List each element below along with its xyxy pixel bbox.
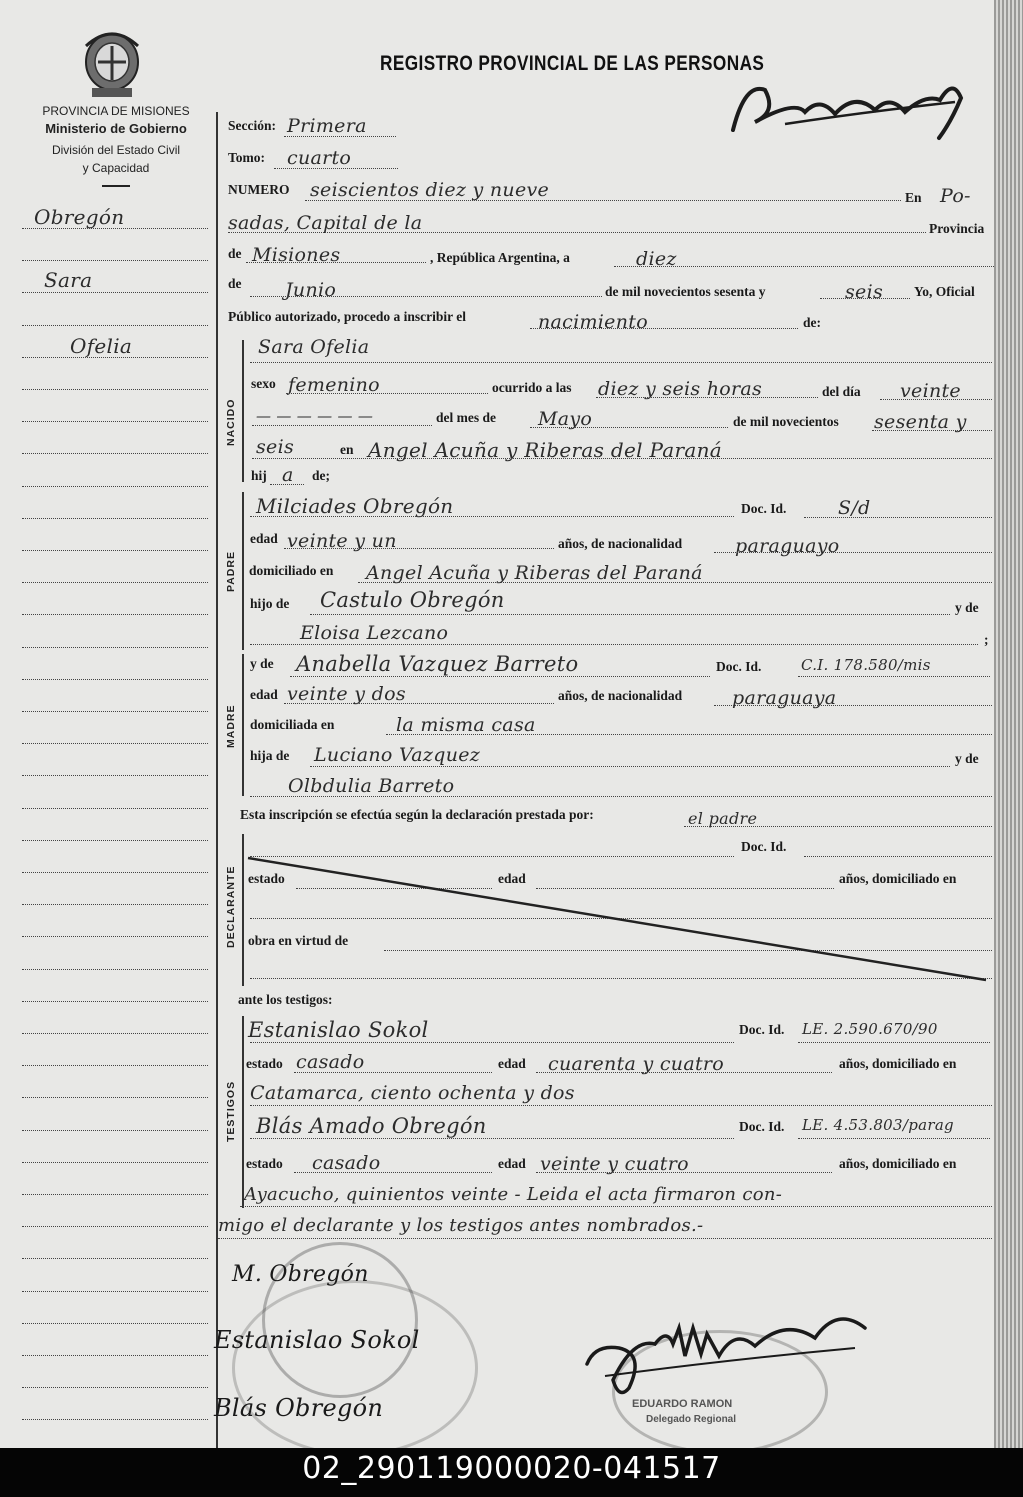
lugar-nac-value: Angel Acuña y Riberas del Paraná — [368, 438, 723, 462]
testigo1-doc-line — [798, 1042, 990, 1043]
margin-line — [22, 679, 208, 680]
lugar-nac-line — [252, 458, 992, 459]
margin-note-name: Sara — [44, 268, 93, 292]
testigo1-estado-line — [294, 1072, 492, 1073]
madre-y-de-label-2: y de — [955, 751, 979, 766]
del-mes-label: del mes de — [436, 410, 496, 425]
signature-father: M. Obregón — [232, 1262, 369, 1287]
declarante-line — [684, 826, 992, 827]
nacido-bracket — [242, 340, 244, 482]
republica-label: , República Argentina, a — [430, 250, 570, 265]
padre-doc-label: Doc. Id. — [741, 501, 787, 516]
madre-madre-line — [250, 796, 992, 797]
testigo1-dom-label: años, domiciliado en — [839, 1056, 957, 1071]
testigo2-doc-line — [798, 1138, 990, 1139]
mes-value: Junio — [285, 279, 337, 301]
padre-section-label: PADRE — [225, 551, 237, 592]
testigo2-dom-label: años, domiciliado en — [839, 1156, 957, 1171]
margin-line — [22, 1419, 208, 1420]
provincia-value: Misiones — [252, 244, 341, 266]
padre-edad-line — [284, 548, 554, 549]
de-sc-label: de; — [312, 468, 330, 483]
mes-nac-line — [530, 427, 728, 428]
margin-line — [22, 872, 208, 873]
yo-oficial-label: Yo, Oficial — [914, 284, 975, 299]
margin-line — [22, 1194, 208, 1195]
padre-nac-label: años, de nacionalidad — [558, 536, 683, 551]
testigo1-doc-label: Doc. Id. — [739, 1022, 785, 1037]
hij-suffix: a — [282, 464, 294, 486]
madre-doc-value: C.I. 178.580/mis — [801, 656, 931, 674]
padre-dom-value: Angel Acuña y Riberas del Paraná — [366, 562, 703, 584]
madre-padre-value: Luciano Vazquez — [314, 744, 481, 766]
de-label: de — [228, 246, 242, 261]
padre-dom-line — [358, 582, 992, 583]
madre-line — [290, 676, 710, 677]
cierre-line — [218, 1238, 992, 1239]
division-label-2: y Capacidad — [82, 161, 150, 175]
madre-name: Anabella Vazquez Barreto — [296, 652, 579, 676]
margin-line — [22, 1323, 208, 1324]
en-lugar-label: en — [340, 442, 354, 457]
hora-value: diez y seis horas — [598, 378, 763, 400]
stamp-name: EDUARDO RAMON — [632, 1398, 733, 1410]
lugar-value: sadas, Capital de la — [228, 212, 423, 234]
del-dia-line — [880, 399, 992, 400]
padre-edad-value: veinte y un — [287, 530, 397, 552]
provincia-label: Provincia — [929, 221, 985, 236]
acto-value: nacimiento — [538, 311, 648, 333]
hij-line — [270, 484, 304, 485]
page-title: REGISTRO PROVINCIAL DE LAS PERSONAS — [380, 52, 765, 75]
testigo2-doc-label: Doc. Id. — [739, 1119, 785, 1134]
margin-line — [22, 969, 208, 970]
ocurrido-label: ocurrido a las — [492, 380, 572, 395]
margin-line — [22, 582, 208, 583]
declarante-edad-label: edad — [498, 871, 526, 886]
signature-witness-2: Blás Obregón — [214, 1394, 384, 1422]
publico-label: Público autorizado, procedo a inscribir el — [228, 309, 466, 324]
madre-madre-value: Olbdulia Barreto — [288, 775, 455, 797]
inscripcion-label: Esta inscripción se efectúa según la declaración prestada por: — [240, 807, 594, 822]
provincia-line — [246, 262, 426, 263]
testigo2-dom-line — [240, 1206, 992, 1207]
nacido-section-label: NACIDO — [225, 398, 237, 446]
testigo2-edad-line — [536, 1172, 832, 1173]
margin-line — [22, 1355, 208, 1356]
padre-edad-label: edad — [250, 531, 278, 546]
nombre-value: Sara Ofelia — [258, 336, 370, 358]
madre-hija-de-label: hija de — [250, 748, 290, 763]
margin-line — [22, 614, 208, 615]
margin-line — [22, 1001, 208, 1002]
dia-dash-line — [252, 425, 432, 426]
padre-nac-value: paraguayo — [735, 535, 840, 557]
anio-line — [820, 298, 910, 299]
mes-line — [250, 296, 602, 297]
en-value: Po- — [940, 185, 971, 207]
testigo2-estado-line — [294, 1172, 492, 1173]
book-page-edges — [994, 0, 1023, 1448]
dia-line — [614, 266, 996, 267]
margin-line — [22, 260, 208, 261]
padre-line — [250, 516, 734, 517]
margin-line — [22, 421, 208, 422]
de-mil-label: de mil novecientos sesenta y — [605, 284, 766, 299]
cierre-text: migo el declarante y los testigos antes nombrados.- — [218, 1215, 704, 1236]
madre-doc-label: Doc. Id. — [716, 659, 762, 674]
margin-line — [22, 711, 208, 712]
madre-nac-value: paraguaya — [732, 687, 837, 709]
testigo2-dom-value: Ayacucho, quinientos veinte - Leida el acta firmaron con- — [244, 1184, 783, 1205]
madre-edad-value: veinte y dos — [287, 683, 406, 705]
testigo2-name: Blás Amado Obregón — [256, 1114, 487, 1138]
testigo1-estado-value: casado — [296, 1051, 365, 1073]
margin-line — [22, 775, 208, 776]
lugar-line — [228, 232, 926, 233]
margin-line — [22, 1258, 208, 1259]
anio-nac-value: sesenta y — [874, 411, 967, 433]
madre-dom-line — [386, 734, 992, 735]
hij-label: hij — [251, 468, 267, 483]
madre-section-label: MADRE — [225, 704, 237, 748]
declarante-dom-label: años, domiciliado en — [839, 871, 957, 886]
ministry-label: Ministerio de Gobierno — [45, 121, 187, 136]
registrar-signature — [725, 72, 970, 142]
de-mil-nov-label: de mil novecientos — [733, 414, 839, 429]
acto-line — [530, 328, 798, 329]
margin-line — [22, 936, 208, 937]
hora-line — [596, 397, 818, 398]
seccion-label: Sección: — [228, 118, 276, 133]
madre-y-de-label: y de — [250, 656, 274, 671]
declarante-section-label: DECLARANTE — [225, 865, 237, 948]
padre-dom-label: domiciliado en — [249, 563, 334, 578]
madre-edad-label: edad — [250, 687, 278, 702]
testigo1-dom-value: Catamarca, ciento ochenta y dos — [250, 1082, 575, 1104]
declarante-doc-label: Doc. Id. — [741, 839, 787, 854]
de-colon-label: de: — [803, 315, 821, 330]
margin-line — [22, 1226, 208, 1227]
anio-nac-line — [872, 430, 992, 431]
tomo-label: Tomo: — [228, 150, 266, 165]
anio-value: seis — [845, 281, 884, 303]
del-dia-value: veinte — [900, 380, 961, 402]
en-label: En — [905, 190, 922, 205]
dia-dash: — — — — — — — [256, 407, 374, 425]
signature-witness-1: Estanislao Sokol — [214, 1326, 420, 1354]
margin-line — [22, 389, 208, 390]
seccion-line — [284, 136, 396, 137]
numero-value: seiscientos diez y nueve — [310, 179, 550, 201]
madre-dom-value: la misma casa — [396, 714, 536, 736]
margin-divider — [216, 112, 218, 1448]
margin-line — [22, 647, 208, 648]
padre-nac-line — [714, 552, 992, 553]
madre-dom-label: domiciliada en — [250, 717, 335, 732]
madre-bracket — [242, 654, 244, 796]
margin-line — [22, 904, 208, 905]
numero-line — [305, 200, 901, 201]
testigo1-name: Estanislao Sokol — [248, 1018, 429, 1042]
padre-doc-value: S/d — [838, 497, 871, 519]
margin-line — [22, 1291, 208, 1292]
padre-y-de-label: y de — [955, 600, 979, 615]
padre-semicolon: ; — [984, 632, 989, 647]
de-label-2: de — [228, 276, 242, 291]
testigo1-estado-label: estado — [246, 1056, 283, 1071]
margin-note-second-name: Ofelia — [70, 334, 133, 358]
testigo1-edad-line — [536, 1072, 832, 1073]
testigo1-doc-value: LE. 2.590.670/90 — [802, 1020, 938, 1038]
tomo-line — [274, 168, 398, 169]
coat-of-arms-icon — [78, 26, 146, 102]
division-label: División del Estado Civil — [51, 143, 181, 157]
margin-line — [22, 1162, 208, 1163]
testigo1-edad-label: edad — [498, 1056, 526, 1071]
testigo2-estado-label: estado — [246, 1156, 283, 1171]
numero-label: NUMERO — [228, 182, 290, 197]
ante-label: ante los testigos: — [238, 992, 333, 1007]
seccion-value: Primera — [287, 115, 367, 137]
margin-line — [22, 550, 208, 551]
anio-nac-value-2: seis — [256, 436, 295, 458]
province-label: PROVINCIA DE MISIONES — [42, 104, 190, 118]
margin-line — [22, 1065, 208, 1066]
padre-padre-line — [310, 614, 950, 615]
madre-padre-line — [310, 766, 950, 767]
nombre-line — [250, 362, 992, 363]
padre-name: Milciades Obregón — [256, 494, 454, 518]
del-dia-label: del día — [822, 384, 861, 399]
madre-doc-line — [798, 676, 990, 677]
testigo2-line — [250, 1138, 734, 1139]
sexo-line — [286, 393, 488, 394]
official-seal-large — [232, 1280, 478, 1448]
madre-edad-line — [284, 703, 554, 704]
testigo2-doc-value: LE. 4.53.803/parag — [802, 1116, 954, 1134]
sexo-label: sexo — [251, 376, 276, 391]
cancel-diagonal-line — [244, 854, 994, 984]
officer-signature — [575, 1298, 875, 1408]
obra-label: obra en virtud de — [248, 933, 349, 948]
declarante-estado-label: estado — [248, 871, 285, 886]
sexo-value: femenino — [288, 374, 380, 396]
padre-bracket — [242, 492, 244, 650]
testigos-section-label: TESTIGOS — [225, 1080, 237, 1142]
declarante-value: el padre — [688, 809, 758, 828]
padre-doc-line — [804, 517, 992, 518]
margin-line — [22, 292, 208, 293]
stamp-title: Delegado Regional — [646, 1414, 737, 1425]
testigo2-edad-value: veinte y cuatro — [540, 1153, 689, 1175]
madre-nac-line — [714, 705, 992, 706]
margin-line — [22, 743, 208, 744]
dia-value: diez — [636, 248, 677, 270]
padre-hijo-de-label: hijo de — [250, 596, 290, 611]
madre-nac-label: años, de nacionalidad — [558, 688, 683, 703]
testigos-bracket — [242, 1016, 244, 1208]
margin-line — [22, 486, 208, 487]
padre-madre-line — [250, 644, 978, 645]
margin-line — [22, 808, 208, 809]
margin-line — [22, 840, 208, 841]
testigo1-dom-line — [250, 1105, 992, 1106]
margin-line — [22, 1387, 208, 1388]
image-id-label: 02_290119000020-041517 — [302, 1451, 721, 1486]
padre-madre-value: Eloisa Lezcano — [300, 622, 449, 644]
margin-note-surname: Obregón — [34, 205, 125, 229]
testigo2-estado-value: casado — [312, 1152, 381, 1174]
header-rule — [102, 185, 130, 187]
margin-line — [22, 518, 208, 519]
margin-line — [22, 1033, 208, 1034]
margin-line — [22, 1130, 208, 1131]
testigo2-edad-label: edad — [498, 1156, 526, 1171]
testigo1-edad-value: cuarenta y cuatro — [548, 1053, 725, 1075]
margin-line — [22, 325, 208, 326]
padre-padre-value: Castulo Obregón — [320, 588, 505, 612]
testigo1-line — [250, 1042, 734, 1043]
tomo-value: cuarto — [287, 147, 352, 169]
margin-line — [22, 453, 208, 454]
margin-line — [22, 1097, 208, 1098]
mes-nac-value: Mayo — [538, 408, 593, 430]
